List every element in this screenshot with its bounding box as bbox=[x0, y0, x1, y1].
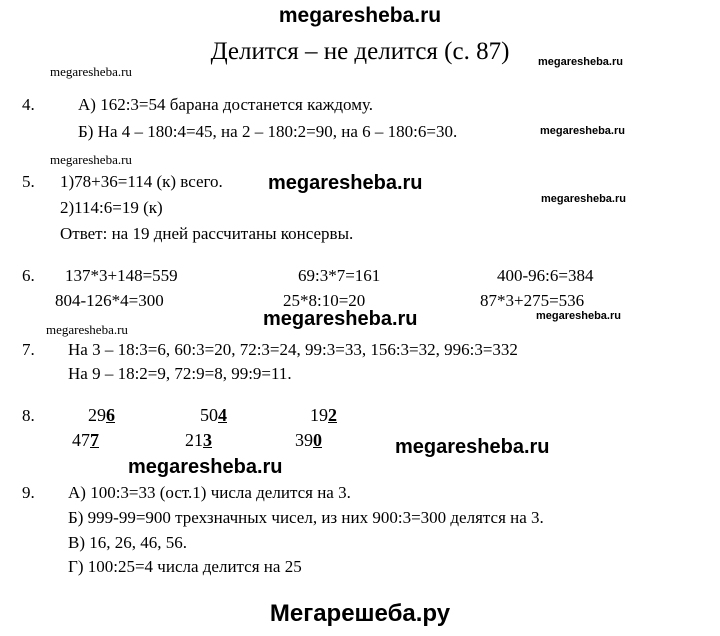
number-last-digit: 2 bbox=[328, 405, 337, 425]
watermark-inline-2: megaresheba.ru bbox=[263, 308, 418, 330]
number-last-digit: 3 bbox=[203, 430, 212, 450]
problem-8-value bbox=[88, 405, 115, 426]
problem-9-line-g: Г) 100:25=4 числа делится на 25 bbox=[68, 557, 302, 576]
problem-7-line-2: На 9 – 18:2=9, 72:9=8, 99:9=11. bbox=[68, 364, 292, 383]
problem-8-value bbox=[310, 405, 337, 426]
problem-8-number: 8. bbox=[22, 406, 35, 425]
watermark-left-3: megaresheba.ru bbox=[46, 322, 128, 337]
problem-5-line-1: 1)78+36=114 (к) всего. bbox=[60, 172, 223, 191]
problem-6-r2c2: 25*8:10=20 bbox=[283, 291, 366, 310]
problem-5-answer: Ответ: на 19 дней рассчитаны консервы. bbox=[60, 224, 354, 243]
problem-9-line-v: В) 16, 26, 46, 56. bbox=[68, 533, 187, 552]
problem-5-line-2: 2)114:6=19 (к) bbox=[60, 198, 163, 217]
problem-7-line-1: На 3 – 18:3=6, 60:3=20, 72:3=24, 99:3=33, 156:3=32, 996:3=332 bbox=[68, 340, 518, 359]
watermark-title-right: megaresheba.ru bbox=[538, 56, 623, 68]
number-prefix: 50 bbox=[200, 405, 218, 425]
problem-8-value bbox=[200, 405, 227, 426]
watermark-inline-4: megaresheba.ru bbox=[128, 456, 283, 478]
problem-6-r1c3: 400-96:6=384 bbox=[497, 266, 594, 285]
number-last-digit: 0 bbox=[313, 430, 322, 450]
number-prefix: 47 bbox=[72, 430, 90, 450]
watermark-right-4: megaresheba.ru bbox=[536, 310, 621, 322]
problem-9-number: 9. bbox=[22, 483, 35, 502]
number-prefix: 29 bbox=[88, 405, 106, 425]
number-prefix: 39 bbox=[295, 430, 313, 450]
watermark-inline-1: megaresheba.ru bbox=[268, 172, 423, 194]
problem-6-r1c1: 137*3+148=559 bbox=[65, 266, 178, 285]
footer-logo: Мегарешеба.ру bbox=[269, 600, 451, 627]
number-last-digit: 4 bbox=[218, 405, 227, 425]
page-title: Делится – не делится (с. 87) bbox=[210, 38, 510, 65]
watermark-left-1: megaresheba.ru bbox=[50, 64, 132, 79]
problem-5-number: 5. bbox=[22, 172, 35, 191]
problem-9-line-b: Б) 999-99=900 трехзначных чисел, из них 900:3=300 делятся на 3. bbox=[68, 508, 544, 527]
watermark-right-2: megaresheba.ru bbox=[540, 125, 625, 137]
problem-4-line-b: Б) На 4 – 180:4=45, на 2 – 180:2=90, на 6 – 180:6=30. bbox=[78, 122, 458, 141]
watermark-right-3: megaresheba.ru bbox=[541, 193, 626, 205]
problem-8-value bbox=[295, 430, 322, 451]
problem-6-r2c3: 87*3+275=536 bbox=[480, 291, 585, 310]
watermark-inline-3: megaresheba.ru bbox=[395, 436, 550, 458]
problem-6-r1c2: 69:3*7=161 bbox=[298, 266, 381, 285]
watermark-top: megaresheba.ru bbox=[278, 4, 442, 27]
problem-6-r2c1: 804-126*4=300 bbox=[55, 291, 164, 310]
number-last-digit: 7 bbox=[90, 430, 99, 450]
problem-8-value bbox=[185, 430, 212, 451]
number-prefix: 19 bbox=[310, 405, 328, 425]
watermark-left-2: megaresheba.ru bbox=[50, 152, 132, 167]
problem-6-number: 6. bbox=[22, 266, 35, 285]
problem-7-number: 7. bbox=[22, 340, 35, 359]
problem-8-value bbox=[72, 430, 99, 451]
number-prefix: 21 bbox=[185, 430, 203, 450]
number-last-digit: 6 bbox=[106, 405, 115, 425]
problem-9-line-a: А) 100:3=33 (ост.1) числа делится на 3. bbox=[68, 483, 351, 502]
problem-4-line-a: А) 162:3=54 барана достанется каждому. bbox=[78, 95, 374, 114]
problem-4-number: 4. bbox=[22, 95, 35, 114]
